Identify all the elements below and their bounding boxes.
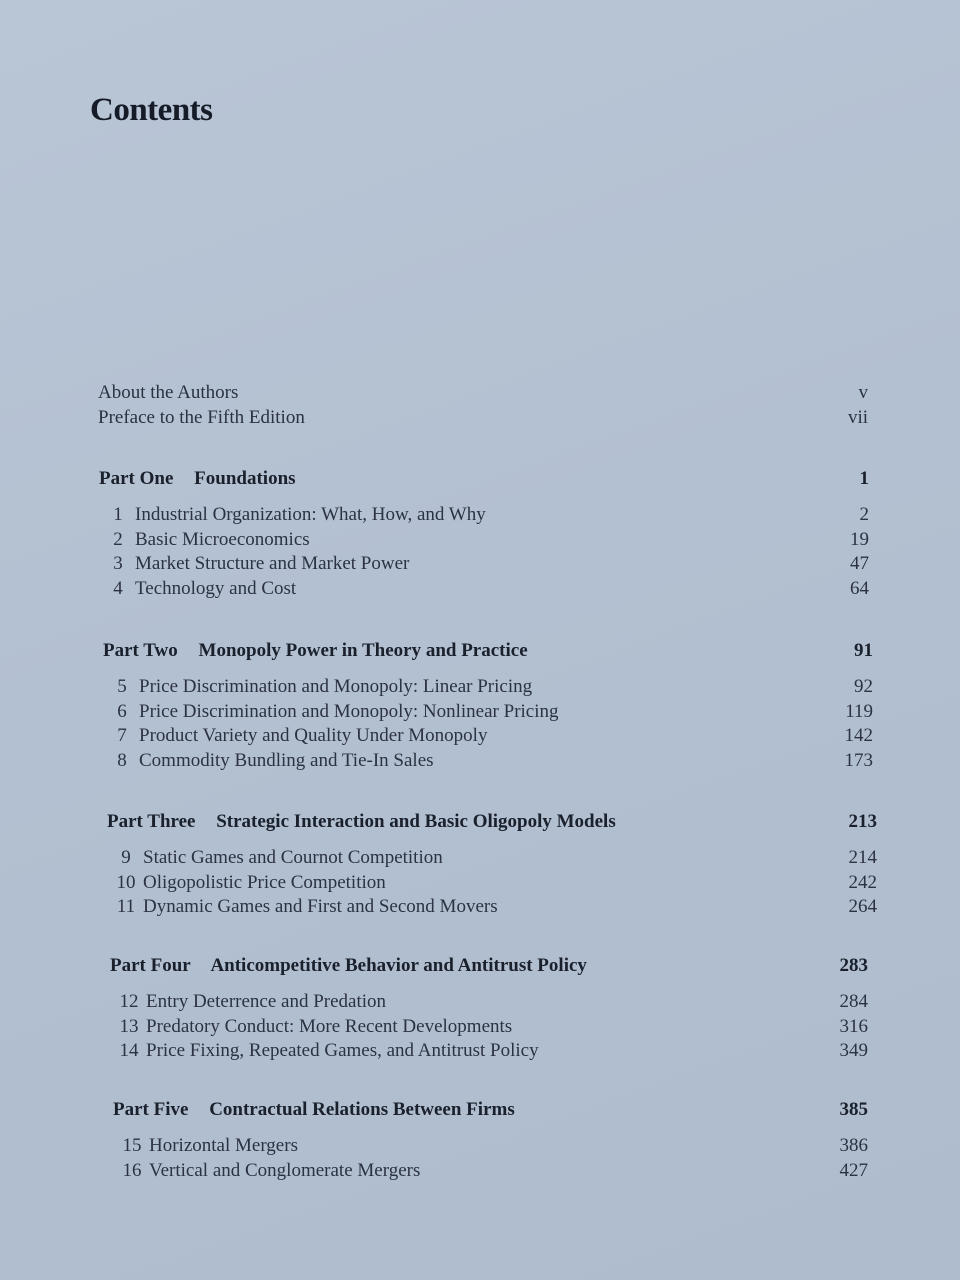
chapter-list xyxy=(99,504,869,602)
chapter-page-number: 173 xyxy=(844,749,873,771)
part-heading xyxy=(103,640,873,662)
entry-page-number: v xyxy=(858,382,868,403)
chapter-entry xyxy=(103,725,873,750)
chapter-list xyxy=(110,991,868,1065)
chapter-entry xyxy=(110,1040,868,1065)
chapter-title: Product Variety and Quality Under Monopoly xyxy=(139,725,488,746)
chapter-page-number: 214 xyxy=(848,847,877,868)
part-name: Contractual Relations Between Firms xyxy=(209,1099,515,1120)
chapter-entry xyxy=(99,578,869,603)
part-label: Part One xyxy=(99,468,174,489)
chapter-title: Price Fixing, Repeated Games, and Antitrust Policy xyxy=(146,1040,539,1061)
chapter-number: 6 xyxy=(117,700,127,722)
part-section xyxy=(110,955,868,1065)
chapter-number: 7 xyxy=(117,725,127,746)
entry-title: Preface to the Fifth Edition xyxy=(98,407,305,428)
part-heading xyxy=(99,468,869,490)
chapter-number: 12 xyxy=(119,991,139,1012)
part-section xyxy=(103,640,873,774)
chapter-entry xyxy=(99,553,869,578)
chapter-number: 4 xyxy=(113,577,123,599)
chapter-page-number: 349 xyxy=(839,1040,868,1061)
chapter-number: 16 xyxy=(122,1159,142,1181)
chapter-page-number: 47 xyxy=(850,553,869,574)
part-section xyxy=(107,811,877,921)
chapter-number: 3 xyxy=(113,553,123,574)
chapter-number: 15 xyxy=(122,1135,142,1156)
part-label: Part Five xyxy=(113,1099,189,1120)
chapter-title: Oligopolistic Price Competition xyxy=(143,871,386,893)
chapter-title: Commodity Bundling and Tie-In Sales xyxy=(139,749,434,771)
chapter-entry xyxy=(99,529,869,554)
chapter-title: Horizontal Mergers xyxy=(149,1135,298,1156)
chapter-title: Static Games and Cournot Competition xyxy=(143,847,443,868)
chapter-entry xyxy=(103,676,873,701)
chapter-page-number: 284 xyxy=(839,991,868,1012)
part-page-number: 283 xyxy=(839,955,868,976)
chapter-page-number: 2 xyxy=(859,504,869,525)
chapter-number: 13 xyxy=(119,1015,139,1037)
chapter-title: Technology and Cost xyxy=(135,577,297,599)
chapter-entry xyxy=(110,1016,868,1041)
chapter-title: Basic Microeconomics xyxy=(135,528,310,550)
part-page-number: 1 xyxy=(859,468,869,489)
part-page-number: 91 xyxy=(854,640,873,661)
entry-page-number: vii xyxy=(847,407,868,428)
chapter-entry xyxy=(107,847,877,872)
chapter-number: 14 xyxy=(119,1040,139,1061)
chapter-entry xyxy=(107,872,877,897)
part-heading xyxy=(110,955,868,977)
part-page-number: 213 xyxy=(848,811,877,832)
chapter-title: Predatory Conduct: More Recent Developments xyxy=(146,1015,513,1037)
chapter-number: 9 xyxy=(121,847,131,868)
chapter-page-number: 427 xyxy=(839,1159,868,1181)
part-name: Anticompetitive Behavior and Antitrust Policy xyxy=(210,955,587,976)
chapter-page-number: 92 xyxy=(854,676,873,697)
chapter-page-number: 386 xyxy=(839,1135,868,1156)
front-matter-entry xyxy=(98,407,868,429)
chapter-page-number: 264 xyxy=(848,896,877,917)
part-heading xyxy=(107,811,877,833)
chapter-list xyxy=(103,676,873,774)
chapter-number: 8 xyxy=(117,749,127,771)
chapter-entry xyxy=(99,504,869,529)
front-matter-entry xyxy=(98,382,868,404)
chapter-entry xyxy=(113,1135,868,1160)
chapter-entry xyxy=(110,991,868,1016)
part-label: Part Four xyxy=(110,955,191,976)
chapter-page-number: 142 xyxy=(844,725,873,746)
chapter-page-number: 316 xyxy=(839,1015,868,1037)
chapter-number: 5 xyxy=(117,676,127,697)
chapter-list xyxy=(107,847,877,921)
chapter-number: 1 xyxy=(113,504,123,525)
chapter-page-number: 242 xyxy=(848,871,877,893)
chapter-title: Dynamic Games and First and Second Movers xyxy=(143,896,498,917)
chapter-entry xyxy=(103,701,873,726)
chapter-title: Vertical and Conglomerate Mergers xyxy=(149,1159,421,1181)
chapter-page-number: 119 xyxy=(845,700,873,722)
chapter-page-number: 64 xyxy=(850,577,869,599)
part-section xyxy=(99,468,869,602)
chapter-number: 11 xyxy=(116,896,136,917)
part-label: Part Three xyxy=(107,811,196,832)
chapter-number: 2 xyxy=(113,528,123,550)
part-page-number: 385 xyxy=(839,1099,868,1120)
chapter-number: 10 xyxy=(116,871,136,893)
part-heading xyxy=(113,1099,868,1121)
chapter-entry xyxy=(103,750,873,775)
chapter-title: Market Structure and Market Power xyxy=(135,553,410,574)
chapter-title: Entry Deterrence and Predation xyxy=(146,991,387,1012)
chapter-list xyxy=(113,1135,868,1184)
part-name: Foundations xyxy=(194,468,296,489)
chapter-page-number: 19 xyxy=(850,528,869,550)
chapter-title: Price Discrimination and Monopoly: Linear Pricing xyxy=(139,676,533,697)
chapter-title: Industrial Organization: What, How, and Why xyxy=(135,504,486,525)
part-name: Monopoly Power in Theory and Practice xyxy=(198,640,528,661)
chapter-entry xyxy=(113,1160,868,1185)
part-label: Part Two xyxy=(103,640,178,661)
page-title: Contents xyxy=(90,92,213,128)
chapter-title: Price Discrimination and Monopoly: Nonlinear Pricing xyxy=(139,700,559,722)
chapter-entry xyxy=(107,896,877,921)
part-section xyxy=(113,1099,868,1184)
entry-title: About the Authors xyxy=(98,382,239,403)
part-name: Strategic Interaction and Basic Oligopoly Models xyxy=(216,811,616,832)
